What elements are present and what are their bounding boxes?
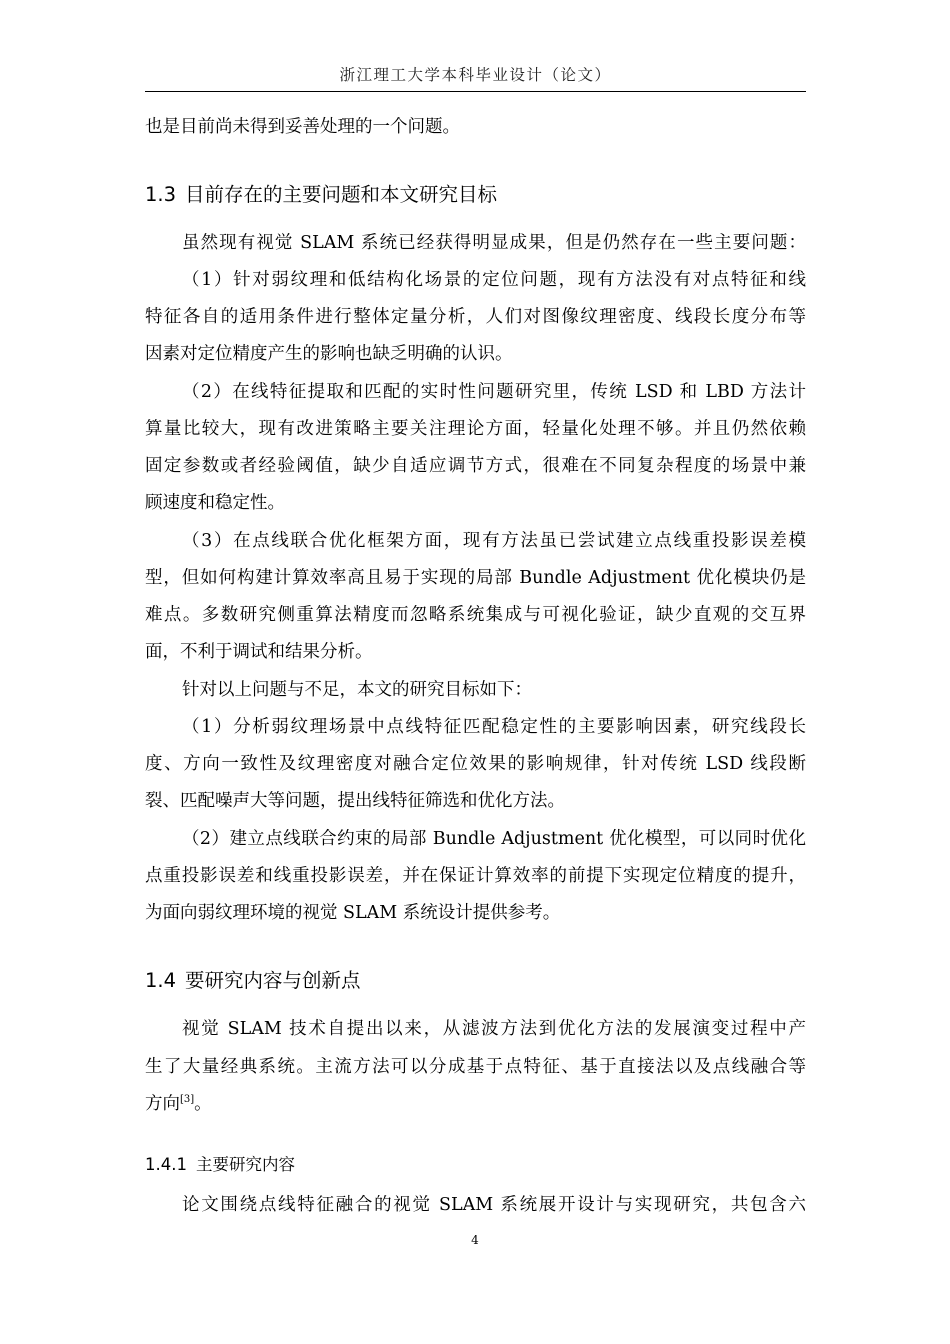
header-rule	[145, 91, 806, 92]
section-title: 目前存在的主要问题和本文研究目标	[185, 183, 498, 206]
text-line: 视觉 SLAM 技术自提出以来，从滤波方法到优化方法的发展演变过程中产	[182, 1019, 806, 1039]
text-line: 针对以上问题与不足，本文的研究目标如下：	[182, 680, 532, 700]
text-line: （2）在线特征提取和匹配的实时性问题研究里，传统 LSD 和 LBD 方法计	[182, 382, 806, 402]
text-line: （3）在点线联合优化框架方面，现有方法虽已尝试建立点线重投影误差模	[182, 531, 806, 551]
text-fragment: 方向	[145, 1094, 180, 1114]
section-heading-1-3	[145, 179, 497, 207]
text-line: 面，不利于调试和结果分析。	[145, 642, 373, 662]
text-line: 点重投影误差和线重投影误差，并在保证计算效率的前提下实现定位精度的提升，	[145, 866, 806, 886]
text-line: 度、方向一致性及纹理密度对融合定位效果的影响规律，针对传统 LSD 线段断	[145, 754, 806, 774]
text-line: （2）建立点线联合约束的局部 Bundle Adjustment 优化模型，可以同时优化	[182, 829, 806, 849]
text-line: 算量比较大，现有改进策略主要关注理论方面，轻量化处理不够。并且仍然依赖	[145, 419, 806, 439]
text-line: 特征各自的适用条件进行整体定量分析，人们对图像纹理密度、线段长度分布等	[145, 307, 806, 327]
text-line: 顾速度和稳定性。	[145, 493, 285, 513]
text-line: 型，但如何构建计算效率高且易于实现的局部 Bundle Adjustment 优化模块仍是	[145, 568, 806, 588]
text-line: （1）针对弱纹理和低结构化场景的定位问题，现有方法没有对点特征和线	[182, 270, 806, 290]
citation-ref: [3]	[180, 1094, 195, 1105]
text-line: 为面向弱纹理环境的视觉 SLAM 系统设计提供参考。	[145, 903, 561, 923]
section-title: 主要研究内容	[195, 1155, 295, 1174]
section-heading-1-4	[145, 965, 361, 993]
section-title: 要研究内容与创新点	[185, 969, 361, 992]
text-line	[145, 1094, 806, 1114]
page-number: 4	[471, 1233, 479, 1247]
section-number: 1.4	[145, 969, 177, 992]
text-line: 因素对定位精度产生的影响也缺乏明确的认识。	[145, 344, 513, 364]
text-line: 论文围绕点线特征融合的视觉 SLAM 系统展开设计与实现研究，共包含六	[182, 1195, 806, 1215]
text-line: 难点。多数研究侧重算法精度而忽略系统集成与可视化验证，缺少直观的交互界	[145, 605, 806, 625]
text-line: 裂、匹配噪声大等问题，提出线特征筛选和优化方法。	[145, 791, 565, 811]
subsection-heading-1-4-1	[145, 1151, 295, 1175]
section-number: 1.4.1	[145, 1155, 187, 1174]
text-line: 生了大量经典系统。主流方法可以分成基于点特征、基于直接法以及点线融合等	[145, 1057, 806, 1077]
text-line: 也是目前尚未得到妥善处理的一个问题。	[145, 117, 460, 137]
text-fragment: 。	[194, 1094, 212, 1114]
text-line: （1）分析弱纹理场景中点线特征匹配稳定性的主要影响因素，研究线段长	[182, 717, 806, 737]
text-line: 虽然现有视觉 SLAM 系统已经获得明显成果，但是仍然存在一些主要问题：	[182, 233, 806, 253]
text-line: 固定参数或者经验阈值，缺少自适应调节方式，很难在不同复杂程度的场景中兼	[145, 456, 806, 476]
section-number: 1.3	[145, 183, 177, 206]
running-header: 浙江理工大学本科毕业设计（论文）	[339, 66, 612, 84]
